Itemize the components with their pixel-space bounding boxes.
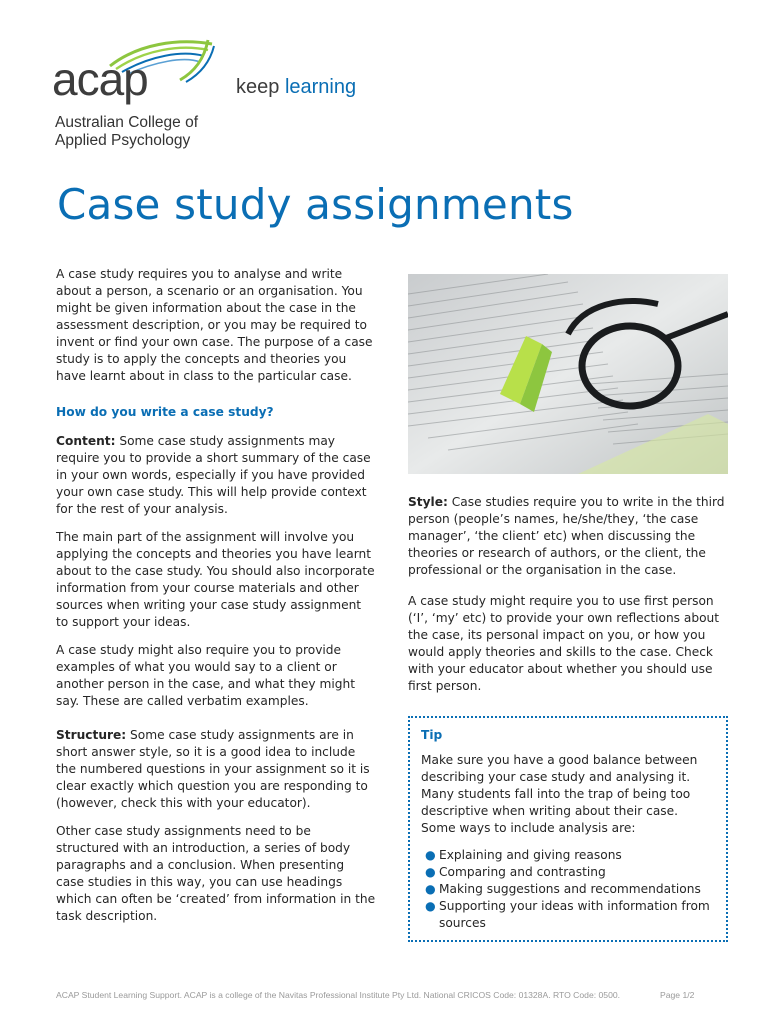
intro-paragraph: A case study requires you to analyse and write about a person, a scenario or an organisation. You might be given information about the case in the assessment description, or you may be required to invent or find your own case. The purpose of a case study is to apply the concepts and theories you have learnt about in class to the particular case. — [56, 267, 373, 383]
tip-heading: Tip — [421, 728, 443, 742]
verbatim-paragraph: A case study might also require you to provide examples of what you would say to a client or another person in the case, and what they might say. These are called verbatim examples. — [56, 643, 356, 708]
first-person-paragraph: A case study might require you to use first person (‘I’, ‘my’ etc) to provide your own reflections about the case, its personal impact on you, or how you would apply theories and skills to the case. Check with your educator about whether you should use first person. — [408, 594, 720, 693]
college-name-line2: Applied Psychology — [55, 132, 191, 149]
content-text: Some case study assignments may require you to provide a short summary of the case in your own words, especially if you have provided your own case study. This will help provide context for the rest of your analysis. — [56, 434, 371, 516]
page-title: Case study assignments — [57, 180, 574, 229]
style-label: Style: — [408, 495, 448, 509]
acap-logo-text: acap — [52, 53, 148, 105]
left-column — [56, 266, 376, 936]
tip-text: Make sure you have a good balance between describing your case study and analysing it. Many students fall into the trap of being too descriptive when writing about their case. Some ways to include analysis are: — [421, 753, 698, 835]
list-item: ● Making suggestions and recommendations — [425, 882, 701, 896]
structure-paragraph — [56, 727, 376, 812]
tip-box — [408, 716, 728, 942]
style-text: Case studies require you to write in the third person (people’s names, he/she/they, ‘the case manager’, ‘the client’ etc) when discussing the theories or research of authors, or the client, the professional or the organisation in the case. — [408, 495, 725, 577]
tagline — [236, 76, 356, 99]
bullet-icon: ● — [425, 882, 436, 896]
right-column — [408, 494, 730, 706]
list-item: ● Supporting your ideas with information from sources — [425, 899, 710, 930]
footer-text: ACAP Student Learning Support. ACAP is a college of the Navitas Professional Institute Pty Ltd. National CRICOS Code: 01328A. RTO Code: 0500. — [56, 990, 621, 1000]
structure-label: Structure: — [56, 728, 127, 742]
page-number: Page 1/2 — [660, 990, 695, 1000]
tip-list — [421, 847, 715, 932]
style-paragraph — [408, 494, 730, 579]
bullet-icon: ● — [425, 865, 436, 879]
content-label: Content: — [56, 434, 116, 448]
main-part-paragraph: The main part of the assignment will involve you applying the concepts and theories you have learnt about to the case study. You should also incorporate information from your course materials and other sources when writing your case study assignment to support your ideas. — [56, 530, 375, 629]
bullet-icon: ● — [425, 848, 436, 862]
bullet-icon: ● — [425, 899, 436, 913]
content-paragraph — [56, 433, 376, 518]
section-heading: How do you write a case study? — [56, 405, 274, 419]
list-item: ● Explaining and giving reasons — [425, 848, 622, 862]
book-glasses-photo — [408, 274, 728, 474]
other-paragraph: Other case study assignments need to be structured with an introduction, a series of body paragraphs and a conclusion. When presenting case studies in this way, you can use headings which can often be ‘created’ from information in the task description. — [56, 824, 376, 923]
college-name — [55, 114, 198, 150]
list-item: ● Comparing and contrasting — [425, 865, 606, 879]
college-name-line1: Australian College of — [55, 114, 199, 131]
structure-text: Some case study assignments are in short answer style, so it is a good idea to include the numbered questions in your assignment so it is clear exactly which question you are responding to (however, check this with your educator). — [56, 728, 370, 810]
tagline-learning: learning — [284, 76, 357, 98]
tagline-keep: keep — [236, 76, 285, 98]
